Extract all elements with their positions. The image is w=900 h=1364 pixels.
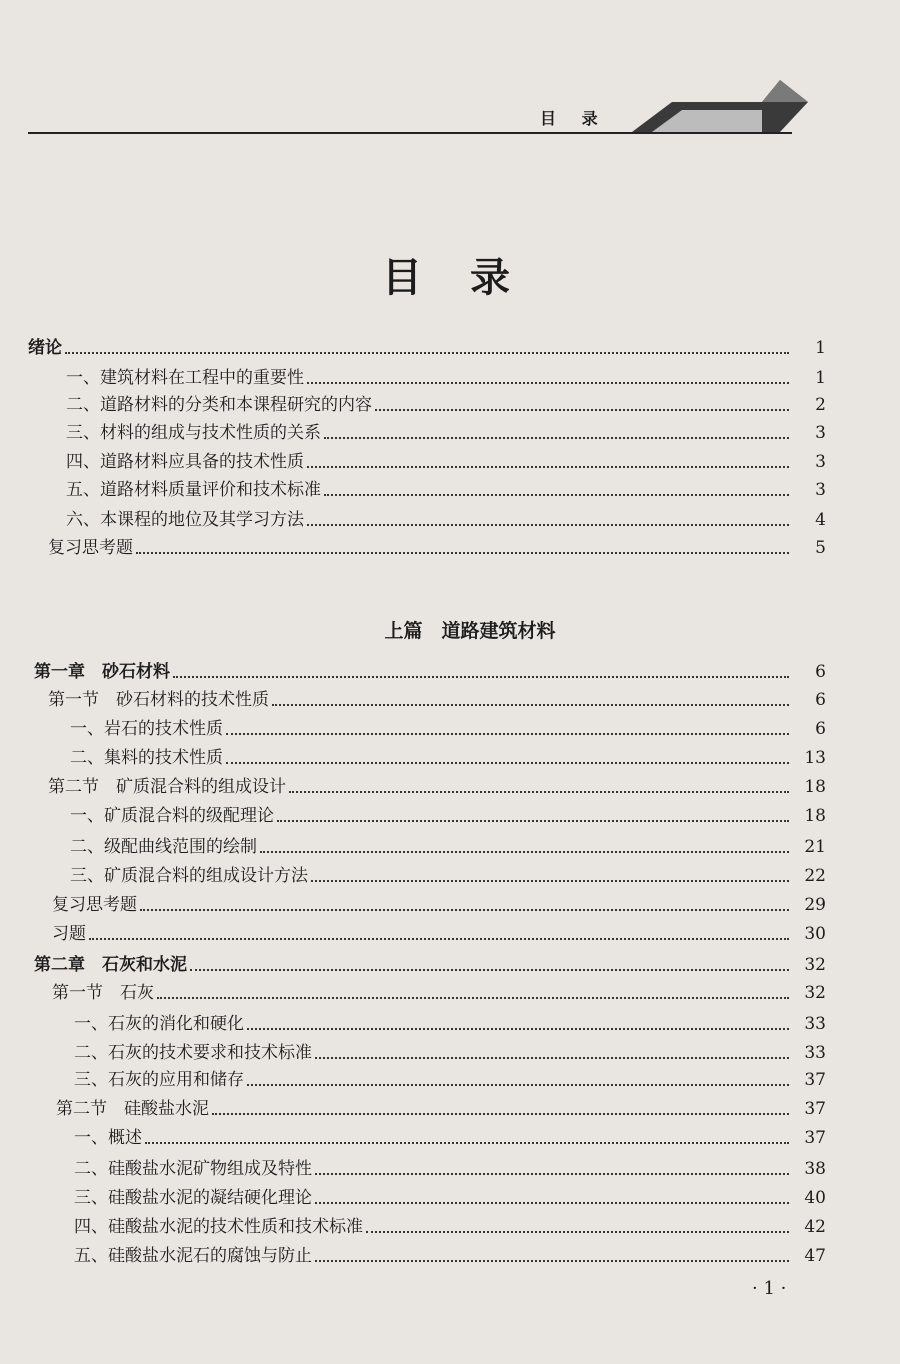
toc-entry-page: 32 bbox=[804, 955, 826, 975]
toc-entry-page: 6 bbox=[815, 719, 826, 739]
toc-leader-dots bbox=[226, 727, 789, 735]
toc-entry bbox=[74, 1244, 826, 1268]
toc-leader-dots bbox=[375, 403, 789, 411]
toc-entry-title: 绪论 bbox=[28, 338, 62, 358]
page-number: · 1 · bbox=[752, 1278, 787, 1299]
toc-entry bbox=[74, 1157, 826, 1181]
toc-entry-title: 二、石灰的技术要求和技术标准 bbox=[74, 1043, 312, 1063]
part-title: 上篇 道路建筑材料 bbox=[384, 620, 556, 642]
toc-entry-title: 复习思考题 bbox=[52, 895, 137, 915]
toc-leader-dots bbox=[315, 1051, 789, 1059]
toc-entry-title: 二、级配曲线范围的绘制 bbox=[70, 837, 257, 857]
toc-leader-dots bbox=[366, 1225, 789, 1233]
page-title: 目录 bbox=[382, 254, 558, 301]
toc-leader-dots bbox=[140, 903, 789, 911]
toc-leader-dots bbox=[307, 460, 789, 468]
toc-entry-title: 复习思考题 bbox=[48, 538, 133, 558]
toc-entry bbox=[56, 1097, 826, 1121]
toc-entry bbox=[66, 508, 826, 532]
toc-entry bbox=[52, 893, 826, 917]
toc-entry bbox=[66, 421, 826, 445]
toc-entry-page: 32 bbox=[804, 983, 826, 1003]
toc-leader-dots bbox=[226, 756, 789, 764]
toc-leader-dots bbox=[260, 845, 789, 853]
toc-entry bbox=[70, 717, 826, 741]
toc-leader-dots bbox=[247, 1078, 789, 1086]
toc-entry bbox=[48, 688, 826, 712]
toc-entry bbox=[66, 450, 826, 474]
toc-entry-page: 37 bbox=[804, 1128, 826, 1148]
toc-entry-page: 2 bbox=[815, 395, 826, 415]
toc-leader-dots bbox=[315, 1254, 789, 1262]
toc-entry-page: 42 bbox=[804, 1217, 826, 1237]
toc-leader-dots bbox=[277, 814, 789, 822]
toc-entry-title: 六、本课程的地位及其学习方法 bbox=[66, 510, 304, 530]
toc-entry-page: 18 bbox=[804, 777, 826, 797]
toc-entry-page: 38 bbox=[804, 1159, 826, 1179]
toc-leader-dots bbox=[65, 346, 789, 354]
toc-leader-dots bbox=[212, 1107, 789, 1115]
toc-entry-page: 1 bbox=[815, 338, 826, 358]
toc-entry-page: 37 bbox=[804, 1070, 826, 1090]
toc-entry-title: 一、建筑材料在工程中的重要性 bbox=[66, 368, 304, 388]
toc-leader-dots bbox=[89, 932, 789, 940]
header-tab-graphic bbox=[612, 80, 808, 132]
toc-leader-dots bbox=[136, 546, 789, 554]
toc-entry bbox=[66, 366, 826, 390]
toc-entry bbox=[66, 393, 826, 417]
toc-entry-title: 四、硅酸盐水泥的技术性质和技术标准 bbox=[74, 1217, 363, 1237]
toc-entry-page: 4 bbox=[815, 510, 826, 530]
toc-leader-dots bbox=[324, 488, 789, 496]
toc-entry-page: 3 bbox=[815, 480, 826, 500]
toc-leader-dots bbox=[272, 698, 789, 706]
toc-entry bbox=[74, 1215, 826, 1239]
toc-leader-dots bbox=[315, 1196, 789, 1204]
toc-leader-dots bbox=[247, 1022, 789, 1030]
toc-entry-page: 3 bbox=[815, 423, 826, 443]
toc-entry-page: 40 bbox=[804, 1188, 826, 1208]
toc-entry bbox=[28, 336, 826, 360]
toc-entry-page: 30 bbox=[804, 924, 826, 944]
toc-entry-page: 3 bbox=[815, 452, 826, 472]
toc-leader-dots bbox=[307, 376, 789, 384]
toc-entry bbox=[70, 864, 826, 888]
toc-entry-title: 一、岩石的技术性质 bbox=[70, 719, 223, 739]
toc-leader-dots bbox=[289, 785, 789, 793]
toc-entry-title: 二、道路材料的分类和本课程研究的内容 bbox=[66, 395, 372, 415]
toc-leader-dots bbox=[190, 963, 789, 971]
toc-entry-page: 22 bbox=[804, 866, 826, 886]
toc-entry-page: 29 bbox=[804, 895, 826, 915]
toc-entry-title: 第二章 石灰和水泥 bbox=[34, 955, 187, 975]
toc-entry-page: 33 bbox=[804, 1014, 826, 1034]
toc-entry-title: 一、概述 bbox=[74, 1128, 142, 1148]
toc-entry bbox=[52, 981, 826, 1005]
toc-entry-title: 第一章 砂石材料 bbox=[34, 662, 170, 682]
toc-entry bbox=[34, 953, 826, 977]
toc-entry-page: 1 bbox=[815, 368, 826, 388]
header-section-label: 目 录 bbox=[540, 109, 608, 128]
toc-entry-title: 五、道路材料质量评价和技术标准 bbox=[66, 480, 321, 500]
toc-entry-title: 三、矿质混合料的组成设计方法 bbox=[70, 866, 308, 886]
toc-entry-title: 第一节 石灰 bbox=[52, 983, 154, 1003]
toc-leader-dots bbox=[145, 1136, 789, 1144]
toc-entry-title: 一、矿质混合料的级配理论 bbox=[70, 806, 274, 826]
toc-entry-title: 四、道路材料应具备的技术性质 bbox=[66, 452, 304, 472]
toc-entry bbox=[34, 660, 826, 684]
toc-entry bbox=[74, 1041, 826, 1065]
toc-entry bbox=[52, 922, 826, 946]
toc-entry-title: 三、材料的组成与技术性质的关系 bbox=[66, 423, 321, 443]
toc-entry-title: 五、硅酸盐水泥石的腐蚀与防止 bbox=[74, 1246, 312, 1266]
toc-entry-page: 6 bbox=[815, 690, 826, 710]
toc-entry bbox=[70, 804, 826, 828]
toc-entry bbox=[48, 775, 826, 799]
toc-entry bbox=[74, 1068, 826, 1092]
toc-entry-title: 二、硅酸盐水泥矿物组成及特性 bbox=[74, 1159, 312, 1179]
toc-entry-title: 一、石灰的消化和硬化 bbox=[74, 1014, 244, 1034]
toc-entry bbox=[66, 478, 826, 502]
toc-entry-title: 三、石灰的应用和储存 bbox=[74, 1070, 244, 1090]
header-rule bbox=[28, 132, 792, 134]
toc-entry bbox=[74, 1186, 826, 1210]
toc-entry-page: 47 bbox=[804, 1246, 826, 1266]
toc-entry-title: 二、集料的技术性质 bbox=[70, 748, 223, 768]
toc-leader-dots bbox=[324, 431, 789, 439]
toc-leader-dots bbox=[315, 1167, 789, 1175]
toc-entry-title: 第一节 砂石材料的技术性质 bbox=[48, 690, 269, 710]
toc-entry-page: 6 bbox=[815, 662, 826, 682]
toc-entry-title: 第二节 硅酸盐水泥 bbox=[56, 1099, 209, 1119]
toc-entry-title: 习题 bbox=[52, 924, 86, 944]
toc-entry bbox=[74, 1126, 826, 1150]
toc-entry bbox=[74, 1012, 826, 1036]
toc-leader-dots bbox=[173, 670, 789, 678]
toc-leader-dots bbox=[157, 991, 789, 999]
toc-entry-page: 18 bbox=[804, 806, 826, 826]
toc-entry bbox=[70, 835, 826, 859]
toc-entry-title: 第二节 矿质混合料的组成设计 bbox=[48, 777, 286, 797]
toc-entry bbox=[70, 746, 826, 770]
toc-entry bbox=[48, 536, 826, 560]
toc-leader-dots bbox=[307, 518, 789, 526]
toc-entry-page: 13 bbox=[804, 748, 826, 768]
toc-entry-page: 21 bbox=[804, 837, 826, 857]
toc-leader-dots bbox=[311, 874, 789, 882]
toc-entry-title: 三、硅酸盐水泥的凝结硬化理论 bbox=[74, 1188, 312, 1208]
toc-entry-page: 5 bbox=[815, 538, 826, 558]
toc-entry-page: 33 bbox=[804, 1043, 826, 1063]
toc-entry-page: 37 bbox=[804, 1099, 826, 1119]
